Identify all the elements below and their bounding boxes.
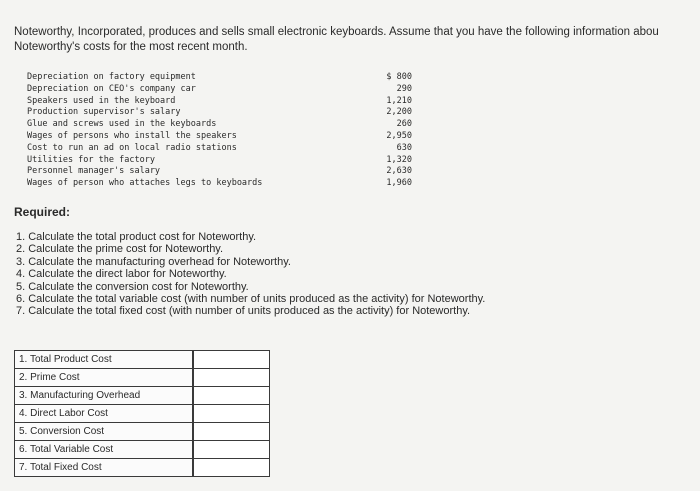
cost-amount: 1,320 bbox=[386, 154, 412, 165]
required-heading: Required: bbox=[14, 205, 71, 219]
cost-row bbox=[27, 131, 412, 143]
cost-row bbox=[27, 107, 412, 119]
cost-label: Cost to run an ad on local radio stations bbox=[27, 142, 237, 153]
table-row bbox=[15, 369, 270, 387]
requirement-item: 4. Calculate the direct labor for Noteworthy. bbox=[16, 268, 227, 281]
cost-label: Glue and screws used in the keyboards bbox=[27, 119, 217, 130]
cost-label: Depreciation on factory equipment bbox=[27, 72, 196, 82]
prime-cost-input-cell[interactable] bbox=[193, 369, 270, 387]
cost-amount: 630 bbox=[396, 142, 412, 153]
answer-label: 2. Prime Cost bbox=[15, 369, 194, 387]
requirement-item: 7. Calculate the total fixed cost (with number of units produced as the activity) for Noteworthy. bbox=[16, 305, 471, 318]
cost-row bbox=[27, 155, 412, 167]
conversion-cost-input-cell[interactable] bbox=[193, 423, 270, 441]
table-row bbox=[15, 351, 270, 369]
total-fixed-cost-input[interactable] bbox=[194, 459, 269, 476]
answer-label: 1. Total Product Cost bbox=[15, 351, 194, 369]
cost-label: Depreciation on CEO's company car bbox=[27, 83, 196, 94]
cost-label: Personnel manager's salary bbox=[27, 166, 161, 177]
requirement-item: 5. Calculate the conversion cost for Noteworthy. bbox=[16, 280, 249, 293]
answer-label: 7. Total Fixed Cost bbox=[15, 459, 194, 477]
intro-line-2: Noteworthy's costs for the most recent month. bbox=[14, 41, 248, 53]
direct-labor-cost-input[interactable] bbox=[194, 405, 269, 422]
cost-row bbox=[27, 143, 412, 155]
table-row bbox=[15, 423, 270, 441]
cost-amount: 2,950 bbox=[386, 130, 412, 141]
cost-row bbox=[27, 96, 412, 108]
problem-intro bbox=[14, 25, 700, 55]
cost-row bbox=[27, 166, 412, 178]
cost-row bbox=[27, 84, 412, 96]
cost-label: Production supervisor's salary bbox=[27, 107, 181, 118]
cost-row bbox=[27, 72, 412, 84]
requirement-item: 6. Calculate the total variable cost (with number of units produced as the activity) for Noteworthy. bbox=[16, 293, 486, 306]
cost-amount: 290 bbox=[396, 83, 412, 94]
direct-labor-cost-input-cell[interactable] bbox=[193, 405, 270, 423]
answer-label: 4. Direct Labor Cost bbox=[15, 405, 194, 423]
requirement-item: 2. Calculate the prime cost for Noteworthy. bbox=[16, 243, 224, 256]
answer-label: 6. Total Variable Cost bbox=[15, 441, 194, 459]
cost-row bbox=[27, 178, 412, 190]
total-product-cost-input[interactable] bbox=[194, 351, 269, 368]
manufacturing-overhead-input[interactable] bbox=[194, 387, 269, 404]
cost-label: Speakers used in the keyboard bbox=[27, 95, 176, 106]
answer-label: 5. Conversion Cost bbox=[15, 423, 194, 441]
cost-amount: 2,630 bbox=[386, 166, 412, 177]
table-row bbox=[15, 405, 270, 423]
cost-amount: 260 bbox=[396, 119, 412, 130]
cost-amount: 1,210 bbox=[386, 95, 412, 106]
cost-amount: 1,960 bbox=[386, 178, 412, 189]
cost-amount: $ 800 bbox=[386, 72, 412, 82]
requirements-list bbox=[16, 231, 485, 318]
table-row bbox=[15, 459, 270, 477]
cost-label: Wages of persons who install the speakers bbox=[27, 130, 237, 141]
conversion-cost-input[interactable] bbox=[194, 423, 269, 440]
answer-table bbox=[14, 350, 270, 477]
cost-label: Wages of person who attaches legs to keyboards bbox=[27, 178, 263, 189]
cost-list bbox=[27, 72, 412, 190]
cost-label: Utilities for the factory bbox=[27, 154, 155, 165]
prime-cost-input[interactable] bbox=[194, 369, 269, 386]
manufacturing-overhead-input-cell[interactable] bbox=[193, 387, 270, 405]
total-variable-cost-input-cell[interactable] bbox=[193, 441, 270, 459]
requirement-item: 3. Calculate the manufacturing overhead for Noteworthy. bbox=[16, 255, 291, 268]
table-row bbox=[15, 441, 270, 459]
cost-amount: 2,200 bbox=[386, 107, 412, 118]
intro-line-1: Noteworthy, Incorporated, produces and sells small electronic keyboards. Assume that you have the following information abou bbox=[14, 26, 659, 38]
answer-label: 3. Manufacturing Overhead bbox=[15, 387, 194, 405]
cost-row bbox=[27, 119, 412, 131]
table-row bbox=[15, 387, 270, 405]
total-fixed-cost-input-cell[interactable] bbox=[193, 459, 270, 477]
requirement-item: 1. Calculate the total product cost for Noteworthy. bbox=[16, 231, 257, 243]
total-product-cost-input-cell[interactable] bbox=[193, 351, 270, 369]
total-variable-cost-input[interactable] bbox=[194, 441, 269, 458]
